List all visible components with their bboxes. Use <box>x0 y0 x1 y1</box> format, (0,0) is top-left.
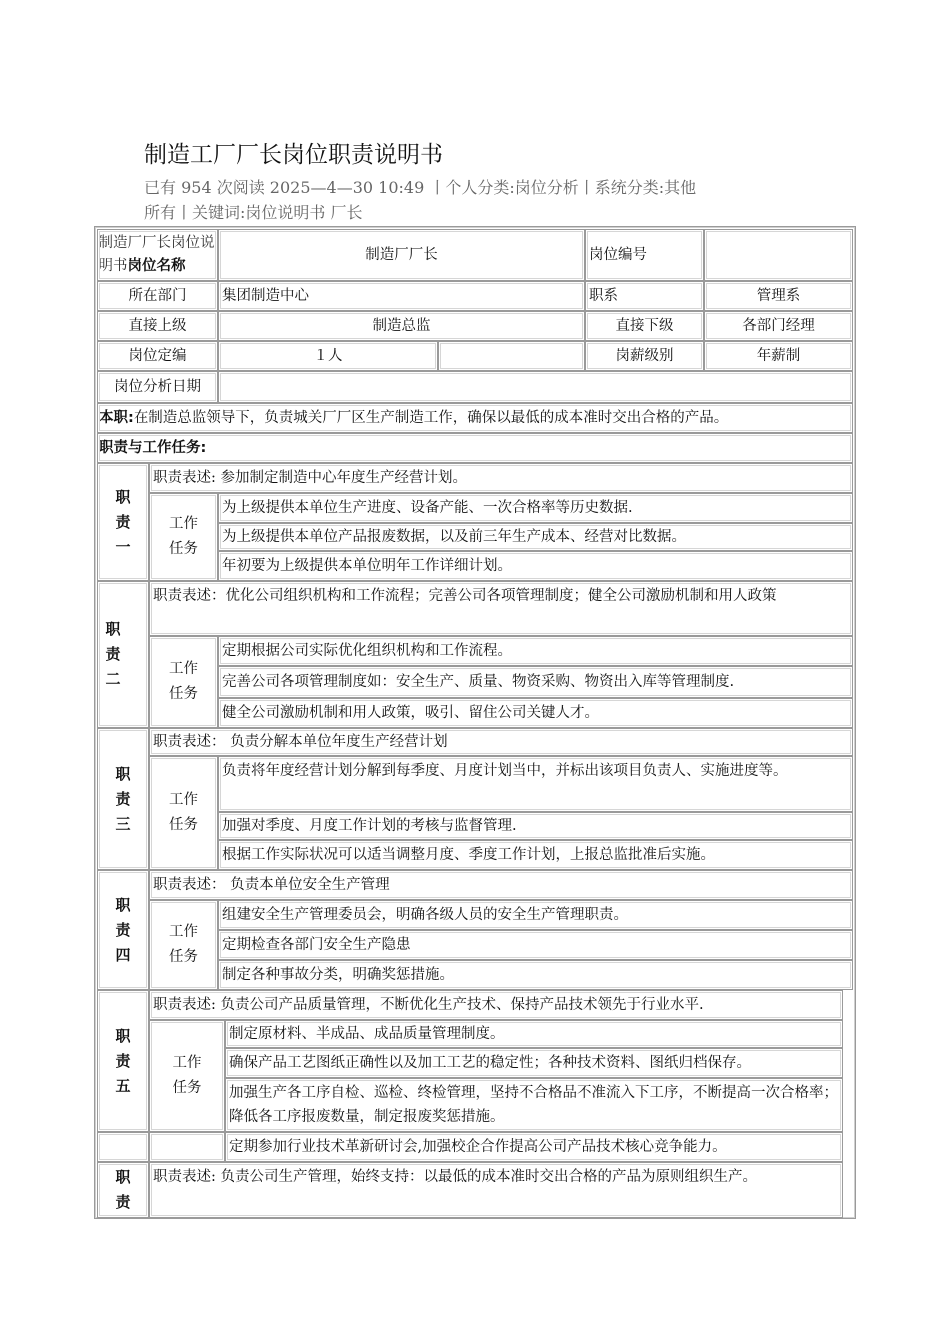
position-no-value <box>704 229 853 281</box>
duties-heading-row <box>97 433 853 463</box>
headcount-label: 岗位定编 <box>97 341 218 371</box>
duty-5-extra-spacer-2 <box>149 1132 225 1162</box>
duty-1-title: 职责一 <box>97 463 149 581</box>
duty-4-task-1: 组建安全生产管理委员会，明确各级人员的安全生产管理职责。 <box>218 900 853 930</box>
form-label-text: 制造厂厂长岗位说明书岗位名称 <box>98 235 215 274</box>
duties-heading: 职责与工作任务: <box>99 440 207 456</box>
duty-1-desc: 职责表述: 参加制定制造中心年度生产经营计划。 <box>149 463 853 493</box>
duty-5-extra-task: 定期参加行业技术革新研讨会,加强校企合作提高公司产品技术核心竞争能力。 <box>225 1132 843 1162</box>
duty-1-task-3: 年初要为上级提供本单位明年工作详细计划。 <box>218 551 853 581</box>
duty-2-title: 职责二 <box>97 581 149 728</box>
core-duty-text: 在制造总监领导下，负责城关厂厂区生产制造工作，确保以最低的成本准时交出合格的产品。 <box>133 410 729 426</box>
core-duty-row <box>97 403 853 433</box>
duty-2-task-label: 工作任务 <box>149 636 218 728</box>
analysis-date-value <box>218 371 853 403</box>
dept-label: 所在部门 <box>97 281 218 311</box>
duty-4-task-3: 制定各种事故分类，明确奖惩措施。 <box>218 960 853 990</box>
headcount-spacer <box>438 341 585 371</box>
duty-1-task-2: 为上级提供本单位产品报废数据，以及前三年生产成本、经营对比数据。 <box>218 523 853 551</box>
duty-4-desc: 职责表述： 负责本单位安全生产管理 <box>149 870 853 900</box>
duty-3-task-3: 根据工作实际状况可以适当调整月度、季度工作计划，上报总监批准后实施。 <box>218 840 853 870</box>
meta-line-1: 已有 954 次阅读 2025—4—30 10:49 丨个人分类:岗位分析丨系统分类:其他 <box>144 178 697 197</box>
position-name-label: 岗位名称 <box>127 258 186 274</box>
duty-3-task-label: 工作任务 <box>149 756 218 870</box>
salary-label: 岗薪级别 <box>585 341 704 371</box>
meta-line-2: 所有丨关键词:岗位说明书 厂长 <box>144 203 363 222</box>
duty-4-task-2: 定期检查各部门安全生产隐患 <box>218 930 853 960</box>
series-label: 职系 <box>585 281 704 311</box>
series-value: 管理系 <box>704 281 853 311</box>
duty-1-task-1: 为上级提供本单位生产进度、设备产能、一次合格率等历史数据. <box>218 493 853 523</box>
duty-3-title: 职责三 <box>97 728 149 870</box>
duty-5-desc: 职责表述: 负责公司产品质量管理，不断优化生产技术、保持产品技术领先于行业水平. <box>149 990 843 1020</box>
duty-5-task-label: 工作任务 <box>149 1020 225 1132</box>
duty-3-task-2: 加强对季度、月度工作计划的考核与监督管理. <box>218 812 853 840</box>
analysis-date-label: 岗位分析日期 <box>97 371 218 403</box>
duty-2-desc: 职责表述：优化公司组织机构和工作流程；完善公司各项管理制度；健全公司激励机制和用人政策 <box>149 581 853 636</box>
duty-1-task-label: 工作任务 <box>149 493 218 581</box>
duty-5-extra-spacer <box>97 1132 149 1162</box>
dept-value: 集团制造中心 <box>218 281 585 311</box>
superior-label: 直接上级 <box>97 311 218 341</box>
article-meta <box>144 175 844 225</box>
duty-5-title: 职责五 <box>97 990 149 1132</box>
duty-3-desc: 职责表述： 负责分解本单位年度生产经营计划 <box>149 728 853 756</box>
superior-value: 制造总监 <box>218 311 585 341</box>
duty-6-desc: 职责表述: 负责公司生产管理，始终支持：以最低的成本准时交出合格的产品为原则组织生产。 <box>149 1162 843 1218</box>
duty-6-title: 职责 <box>97 1162 149 1218</box>
form-label-cell <box>97 229 218 281</box>
duty-2-task-3: 健全公司激励机制和用人政策，吸引、留住公司关键人才。 <box>218 698 853 728</box>
position-no-label: 岗位编号 <box>585 229 704 281</box>
subordinate-label: 直接下级 <box>585 311 704 341</box>
duty-5-task-2: 确保产品工艺图纸正确性以及加工工艺的稳定性；各种技术资料、图纸归档保存。 <box>225 1048 843 1078</box>
duty-5-task-3: 加强生产各工序自检、巡检、终检管理，坚持不合格品不准流入下工序，不断提高一次合格率；降低各工序报废数量，制定报废奖惩措施。 <box>225 1078 843 1132</box>
position-name-value: 制造厂厂长 <box>218 229 585 281</box>
job-description-table <box>94 226 856 1219</box>
duty-2-task-1: 定期根据公司实际优化组织机构和工作流程。 <box>218 636 853 666</box>
core-duty-label: 本职: <box>99 410 134 426</box>
duty-4-title: 职责四 <box>97 870 149 990</box>
duty-4-task-label: 工作任务 <box>149 900 218 990</box>
document-title: 制造工厂厂长岗位职责说明书 <box>144 142 443 168</box>
duty-2-task-2: 完善公司各项管理制度如：安全生产、质量、物资采购、物资出入库等管理制度. <box>218 666 853 698</box>
headcount-value: １人 <box>218 341 438 371</box>
duty-3-task-1: 负责将年度经营计划分解到每季度、月度计划当中，并标出该项目负责人、实施进度等。 <box>218 756 853 812</box>
subordinate-value: 各部门经理 <box>704 311 853 341</box>
salary-value: 年薪制 <box>704 341 853 371</box>
duty-5-task-1: 制定原材料、半成品、成品质量管理制度。 <box>225 1020 843 1048</box>
